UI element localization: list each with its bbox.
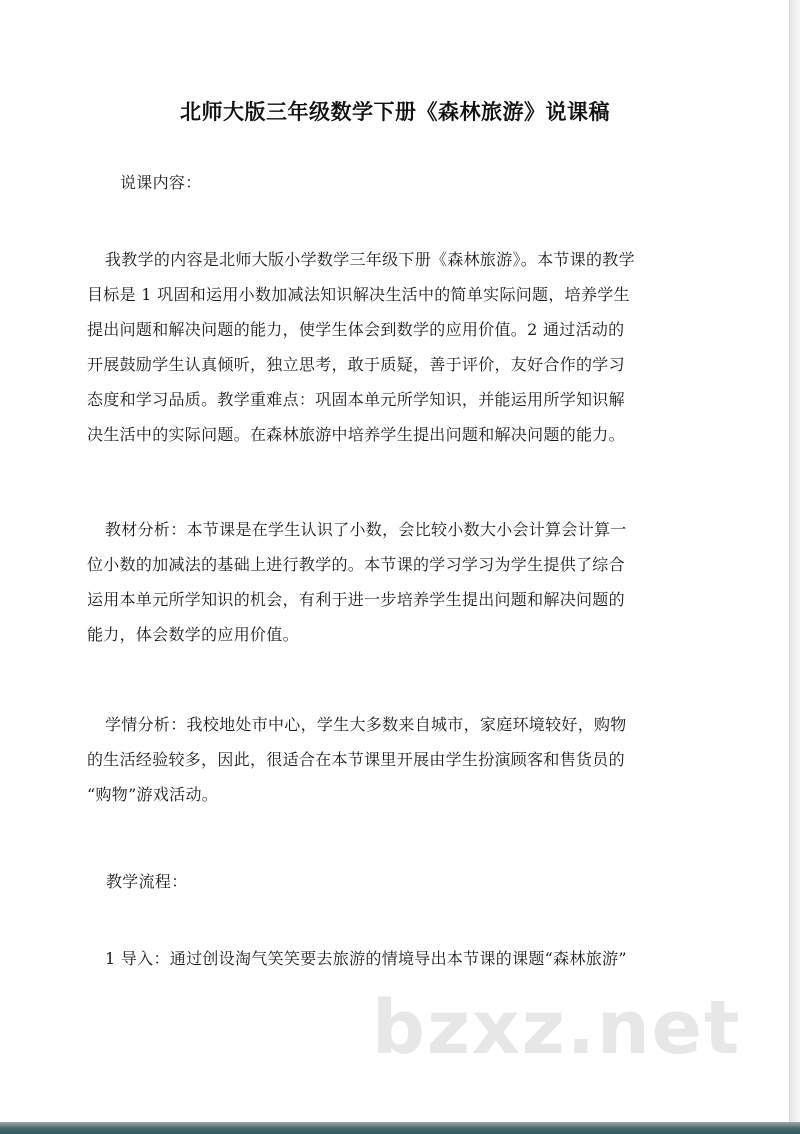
text-line: 目标是 1 巩固和运用小数加减法知识解决生活中的简单实际问题，培养学生 <box>87 285 630 304</box>
text-line: 决生活中的实际问题。在森林旅游中培养学生提出问题和解决问题的能力。 <box>87 425 625 444</box>
text-line: 提出问题和解决问题的能力，使学生体会到数学的应用价值。2 通过活动的 <box>87 320 625 339</box>
section-label-content <box>120 165 740 200</box>
text-line: 开展鼓励学生认真倾听，独立思考，敢于质疑，善于评价，友好合作的学习 <box>87 355 625 374</box>
text-line: 1 导入：通过创设淘气笑笑要去旅游的情境导出本节课的课题“森林旅游” <box>105 949 627 968</box>
bottom-border-bar <box>0 1122 800 1134</box>
text-line: 位小数的加减法的基础上进行教学的。本节课的学习学习为学生提供了综合 <box>87 555 625 574</box>
step-one-paragraph <box>87 941 707 976</box>
text-line: 我教学的内容是北师大版小学数学三年级下册《森林旅游》。本节课的教学 <box>105 250 635 269</box>
page-edge-shadow <box>790 0 800 1122</box>
material-analysis-paragraph <box>87 512 707 652</box>
text-line: 教材分析：本节课是在学生认识了小数，会比较小数大小会计算会计算一 <box>105 520 627 539</box>
text-line: 说课内容： <box>120 173 202 192</box>
student-analysis-paragraph <box>87 707 707 812</box>
text-line: 态度和学习品质。教学重难点：巩固本单元所学知识，并能运用所学知识解 <box>87 390 625 409</box>
text-line: 运用本单元所学知识的机会，有利于进一步培养学生提出问题和解决问题的 <box>87 590 625 609</box>
section-label-flow <box>106 864 726 899</box>
text-line: “购物”游戏活动。 <box>87 785 219 804</box>
watermark-logo: bzxz.net <box>372 985 742 1071</box>
text-line: 教学流程： <box>106 872 188 891</box>
intro-paragraph <box>87 242 707 452</box>
document-title: 北师大版三年级数学下册《森林旅游》说课稿 <box>180 100 610 124</box>
text-line: 学情分析：我校地处市中心，学生大多数来自城市，家庭环境较好，购物 <box>105 715 627 734</box>
text-line: 的生活经验较多，因此，很适合在本节课里开展由学生扮演顾客和售货员的 <box>87 750 625 769</box>
text-line: 能力，体会数学的应用价值。 <box>87 625 299 644</box>
